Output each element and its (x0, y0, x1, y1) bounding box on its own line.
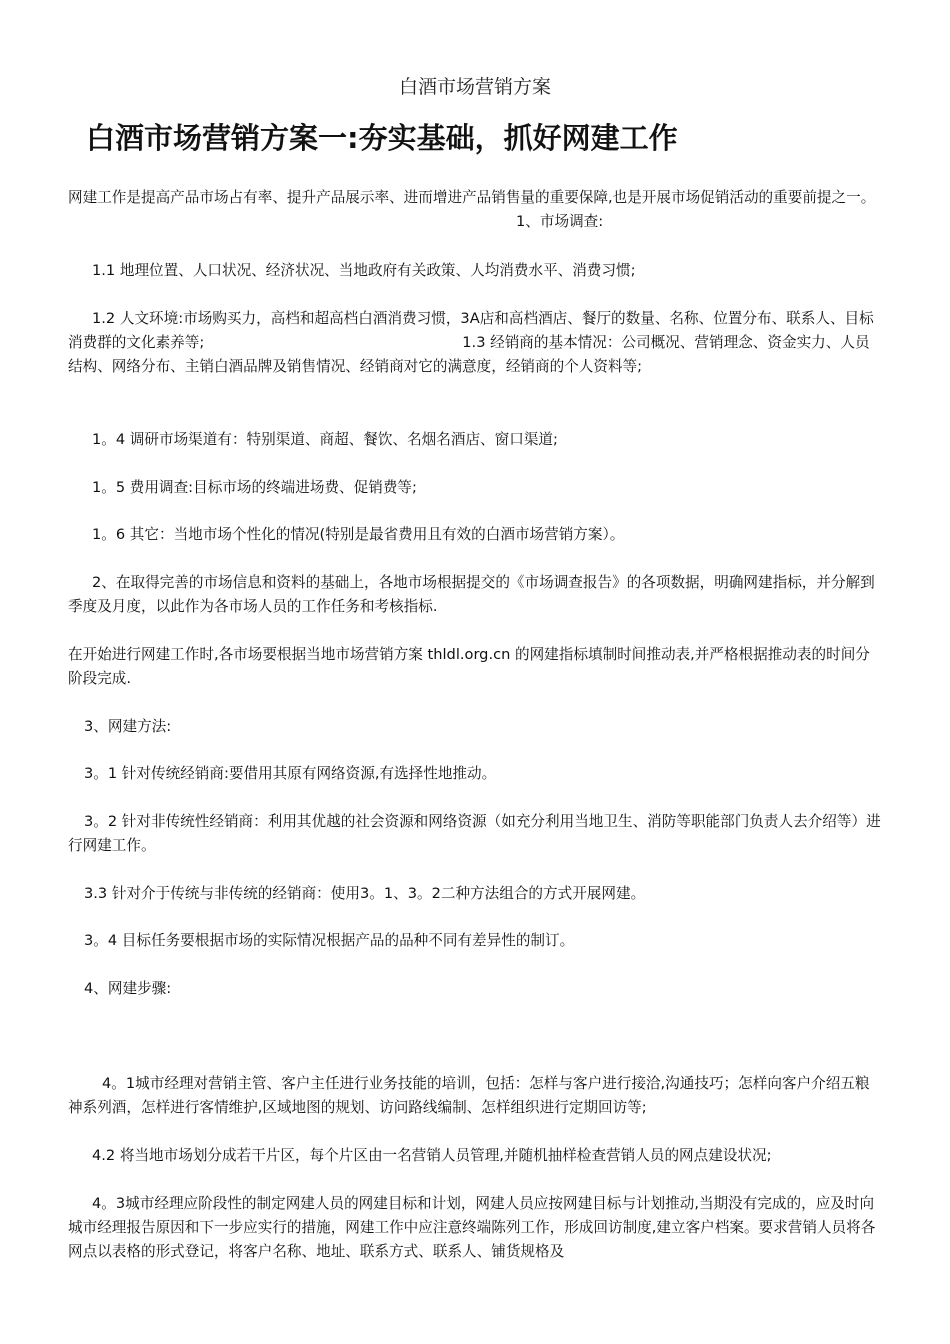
page-header-title: 白酒市场营销方案 (398, 76, 551, 98)
paragraph-network-start: 在开始进行网建工作时,各市场要根据当地市场营销方案 thldl.org.cn 的网建指标填制时间推动表,并严格根据推动表的时间分阶段完成. (68, 646, 870, 687)
paragraph-3-1: 3。1 针对传统经销商:要借用其原有网络资源,有选择性地推动。 (84, 765, 497, 782)
section-4-heading: 4、网建步骤: (84, 980, 172, 997)
main-heading: 白酒市场营销方案一:夯实基础，抓好网建工作 (86, 121, 678, 155)
paragraph-1-2-text: 1.2 人文环境:市场购买力，高档和超高档白酒消费习惯，3A店和高档酒店、餐厅的数量、名称、位置分布、联系人、目标消费群的文化素养等; (68, 310, 874, 351)
section-3-heading: 3、网建方法: (84, 718, 172, 735)
paragraph-intro-text: 网建工作是提高产品市场占有率、提升产品展示率、进而增进产品销售量的重要保障,也是开展市场促销活动的重要前提之一。 (68, 189, 876, 206)
paragraph-1-6: 1。6 其它：当地市场个性化的情况(特别是最省费用且有效的白酒市场营销方案）。 (92, 526, 625, 543)
paragraph-1-5: 1。5 费用调查:目标市场的终端进场费、促销费等; (92, 479, 417, 496)
paragraph-4-2: 4.2 将当地市场划分成若干片区，每个片区由一名营销人员管理,并随机抽样检查营销人员的网点建设状况; (92, 1147, 772, 1164)
paragraph-4-1: 4。1城市经理对营销主管、客户主任进行业务技能的培训，包括：怎样与客户进行接洽,沟通技巧；怎样向客户介绍五粮神系列酒，怎样进行客情维护,区域地图的规划、访问路线编制、怎样组织进行定期回访等; (68, 1075, 870, 1116)
section-1-heading: 1、市场调查: (516, 213, 604, 230)
paragraph-2: 2、在取得完善的市场信息和资料的基础上，各地市场根据提交的《市场调查报告》的各项数据，明确网建指标，并分解到季度及月度，以此作为各市场人员的工作任务和考核指标. (68, 574, 875, 615)
paragraph-1-1: 1.1 地理位置、人口状况、经济状况、当地政府有关政策、人均消费水平、消费习惯; (92, 262, 636, 279)
paragraph-1-4: 1。4 调研市场渠道有：特别渠道、商超、餐饮、名烟名酒店、窗口渠道; (92, 431, 558, 448)
paragraph-intro (68, 186, 884, 234)
paragraph-3-3: 3.3 针对介于传统与非传统的经销商：使用3。1、3。2二种方法组合的方式开展网建。 (84, 885, 646, 902)
paragraph-4-3: 4。3城市经理应阶段性的制定网建人员的网建目标和计划，网建人员应按网建目标与计划推动,当期没有完成的，应及时向城市经理报告原因和下一步应实行的措施，网建工作中应注意终端陈列工作，形成回访制度,建立客户档案。要求营销人员将各网点以表格的形式登记，将客户名称、地址、联系方式、联系人、铺货规格及 (68, 1195, 876, 1260)
paragraph-3-4: 3。4 目标任务要根据市场的实际情况根据产品的品种不同有差异性的制订。 (84, 932, 575, 949)
paragraph-1-3-text: 1.3 经销商的基本情况：公司概况、营销理念、资金实力、人员结构、网络分布、主销白酒品牌及销售情况、经销商对它的满意度，经销商的个人资料等; (68, 334, 870, 375)
paragraph-1-2 (68, 307, 884, 379)
paragraph-3-2: 3。2 针对非传统性经销商：利用其优越的社会资源和网络资源（如充分利用当地卫生、消防等职能部门负责人去介绍等）进行网建工作。 (68, 813, 881, 854)
